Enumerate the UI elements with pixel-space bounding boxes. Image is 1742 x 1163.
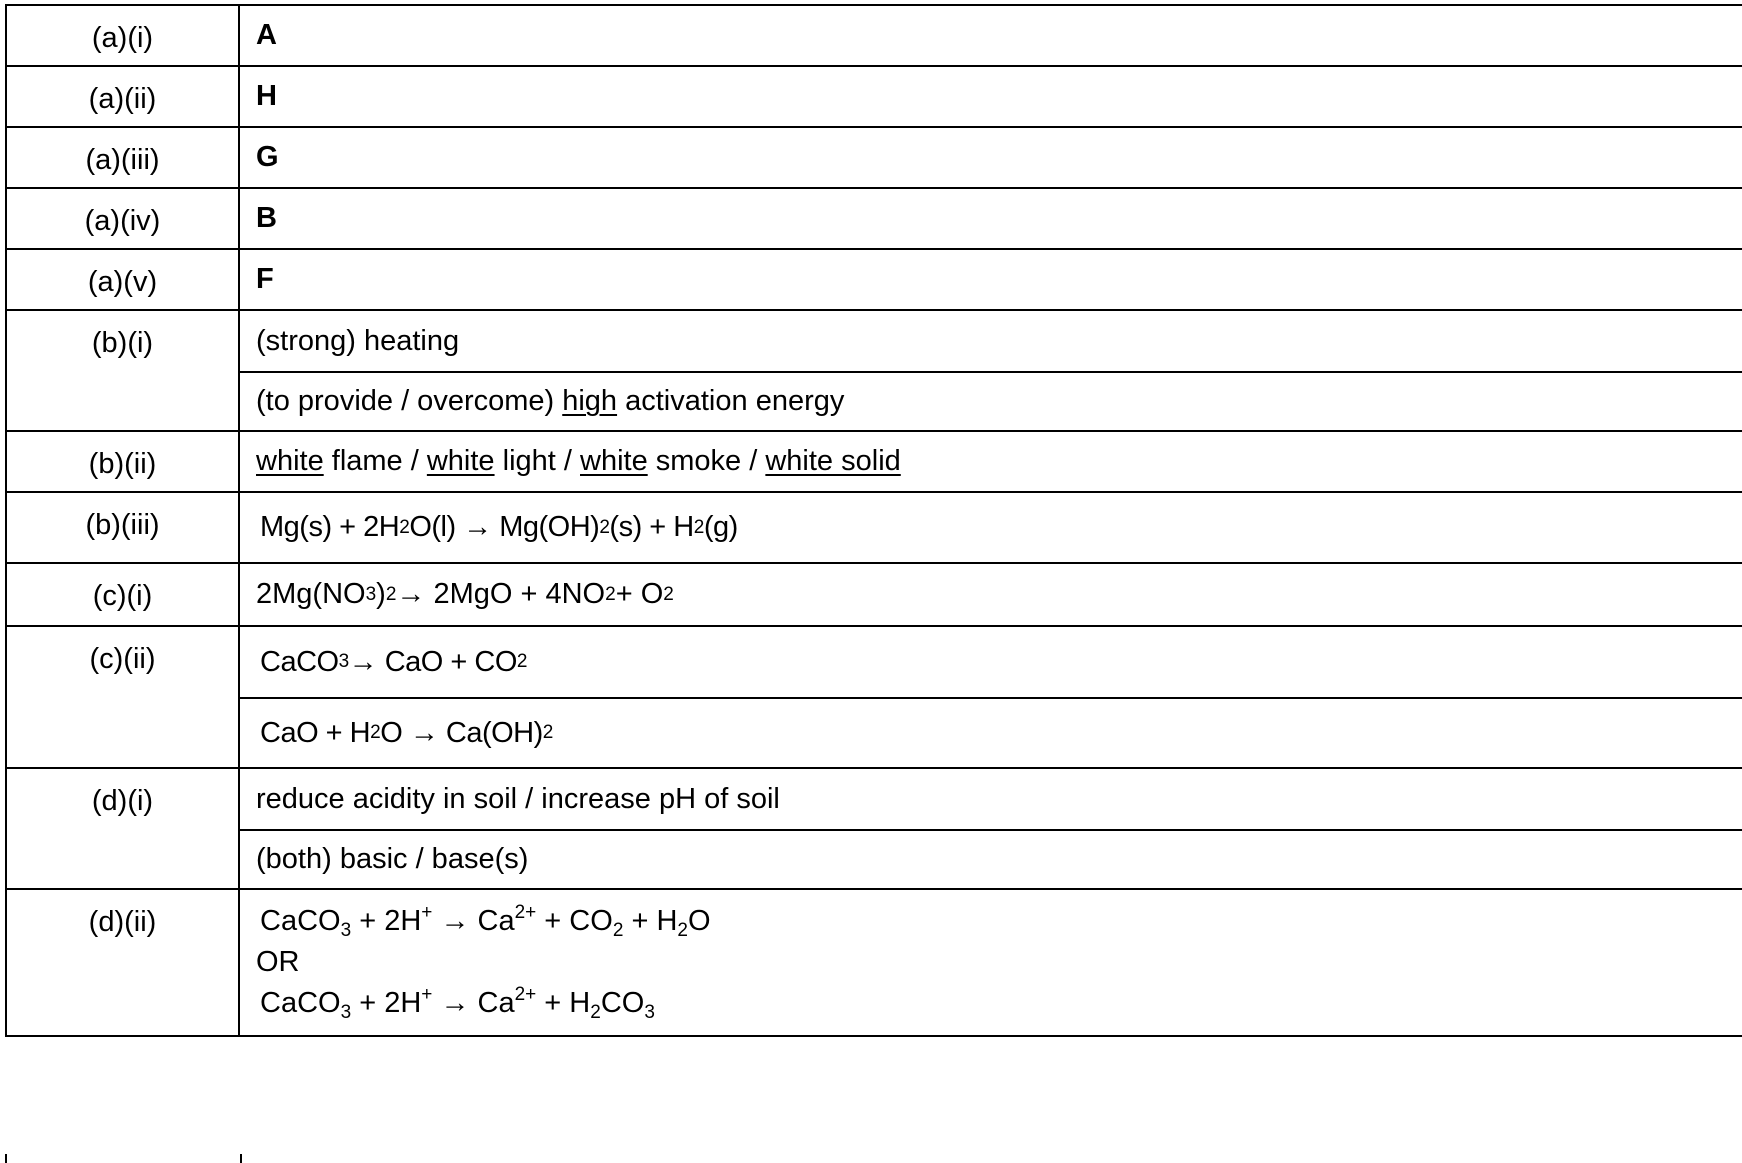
answer-text: A — [256, 19, 277, 51]
table-row — [5, 493, 1742, 564]
table-row — [5, 128, 1742, 189]
question-number: (d)(ii) — [5, 890, 240, 1035]
answer-text: (strong) heating — [256, 324, 460, 357]
question-number: (a)(i) — [5, 6, 240, 65]
answer-fragment: activation energy — [617, 385, 845, 417]
table-row — [5, 769, 1742, 890]
answer-keyword: white — [256, 445, 324, 477]
question-number: (a)(iii) — [5, 128, 240, 187]
table-row — [5, 311, 1742, 432]
answer-text: F — [256, 263, 274, 295]
answer-text — [240, 371, 1742, 430]
table-row — [5, 627, 1742, 769]
or-separator: OR — [256, 946, 300, 978]
table-row — [5, 890, 1742, 1037]
mark-scheme-table — [5, 4, 1742, 1037]
chemical-equation: 2Mg(NO 3 ) 2 → 2MgO + 4NO 2 + O 2 — [256, 578, 674, 610]
answer-fragment: light / — [494, 445, 580, 477]
answer-text — [240, 432, 1742, 491]
question-number: (d)(i) — [5, 769, 240, 888]
table-row — [5, 250, 1742, 311]
answer-text: (both) basic / base(s) — [240, 829, 1742, 888]
question-number: (b)(ii) — [5, 432, 240, 491]
question-number: (c)(i) — [5, 564, 240, 625]
answer-text: G — [256, 141, 279, 173]
chemical-equation: CaO + H 2 O → Ca(OH) 2 — [240, 697, 1742, 767]
answer-text: reduce acidity in soil / increase pH of soil — [256, 782, 780, 815]
table-row — [5, 564, 1742, 627]
table-border — [240, 1154, 242, 1163]
answer-fragment: flame / — [323, 445, 427, 477]
answer-fragment: (to provide / overcome) — [256, 385, 563, 417]
table-row — [5, 4, 1742, 67]
chemical-equation: Mg(s) + 2H 2 O(l) → Mg(OH) 2 (s) + H 2 (g) — [260, 511, 738, 543]
table-row — [5, 189, 1742, 250]
question-number: (a)(ii) — [5, 67, 240, 126]
chemical-equation: CaCO$_3$ + $2H^+ \to Ca^{2+} + H_2CO_3$ — [260, 984, 655, 1023]
answer-text: B — [256, 202, 277, 234]
answer-keyword: white solid — [765, 445, 901, 477]
table-continuation — [5, 1154, 1742, 1163]
question-number: (b)(iii) — [5, 493, 240, 562]
question-number: (a)(v) — [5, 250, 240, 309]
question-number: (a)(iv) — [5, 189, 240, 248]
answer-text: H — [256, 80, 277, 112]
table-border — [5, 1154, 7, 1163]
table-row — [5, 432, 1742, 493]
table-row — [5, 67, 1742, 128]
chemical-equation: CaCO 3 → CaO + CO 2 — [260, 645, 527, 678]
answer-text — [240, 890, 1742, 1035]
answer-keyword: high — [562, 385, 618, 417]
answer-keyword: white — [580, 445, 648, 477]
question-number: (c)(ii) — [5, 627, 240, 767]
answer-fragment: smoke / — [647, 445, 766, 477]
answer-keyword: white — [426, 445, 495, 477]
question-number: (b)(i) — [5, 311, 240, 430]
chemical-equation: CaCO$_3$ + $2H^+ \to Ca^{2+} + CO_2 + H_2O$ — [260, 902, 711, 941]
